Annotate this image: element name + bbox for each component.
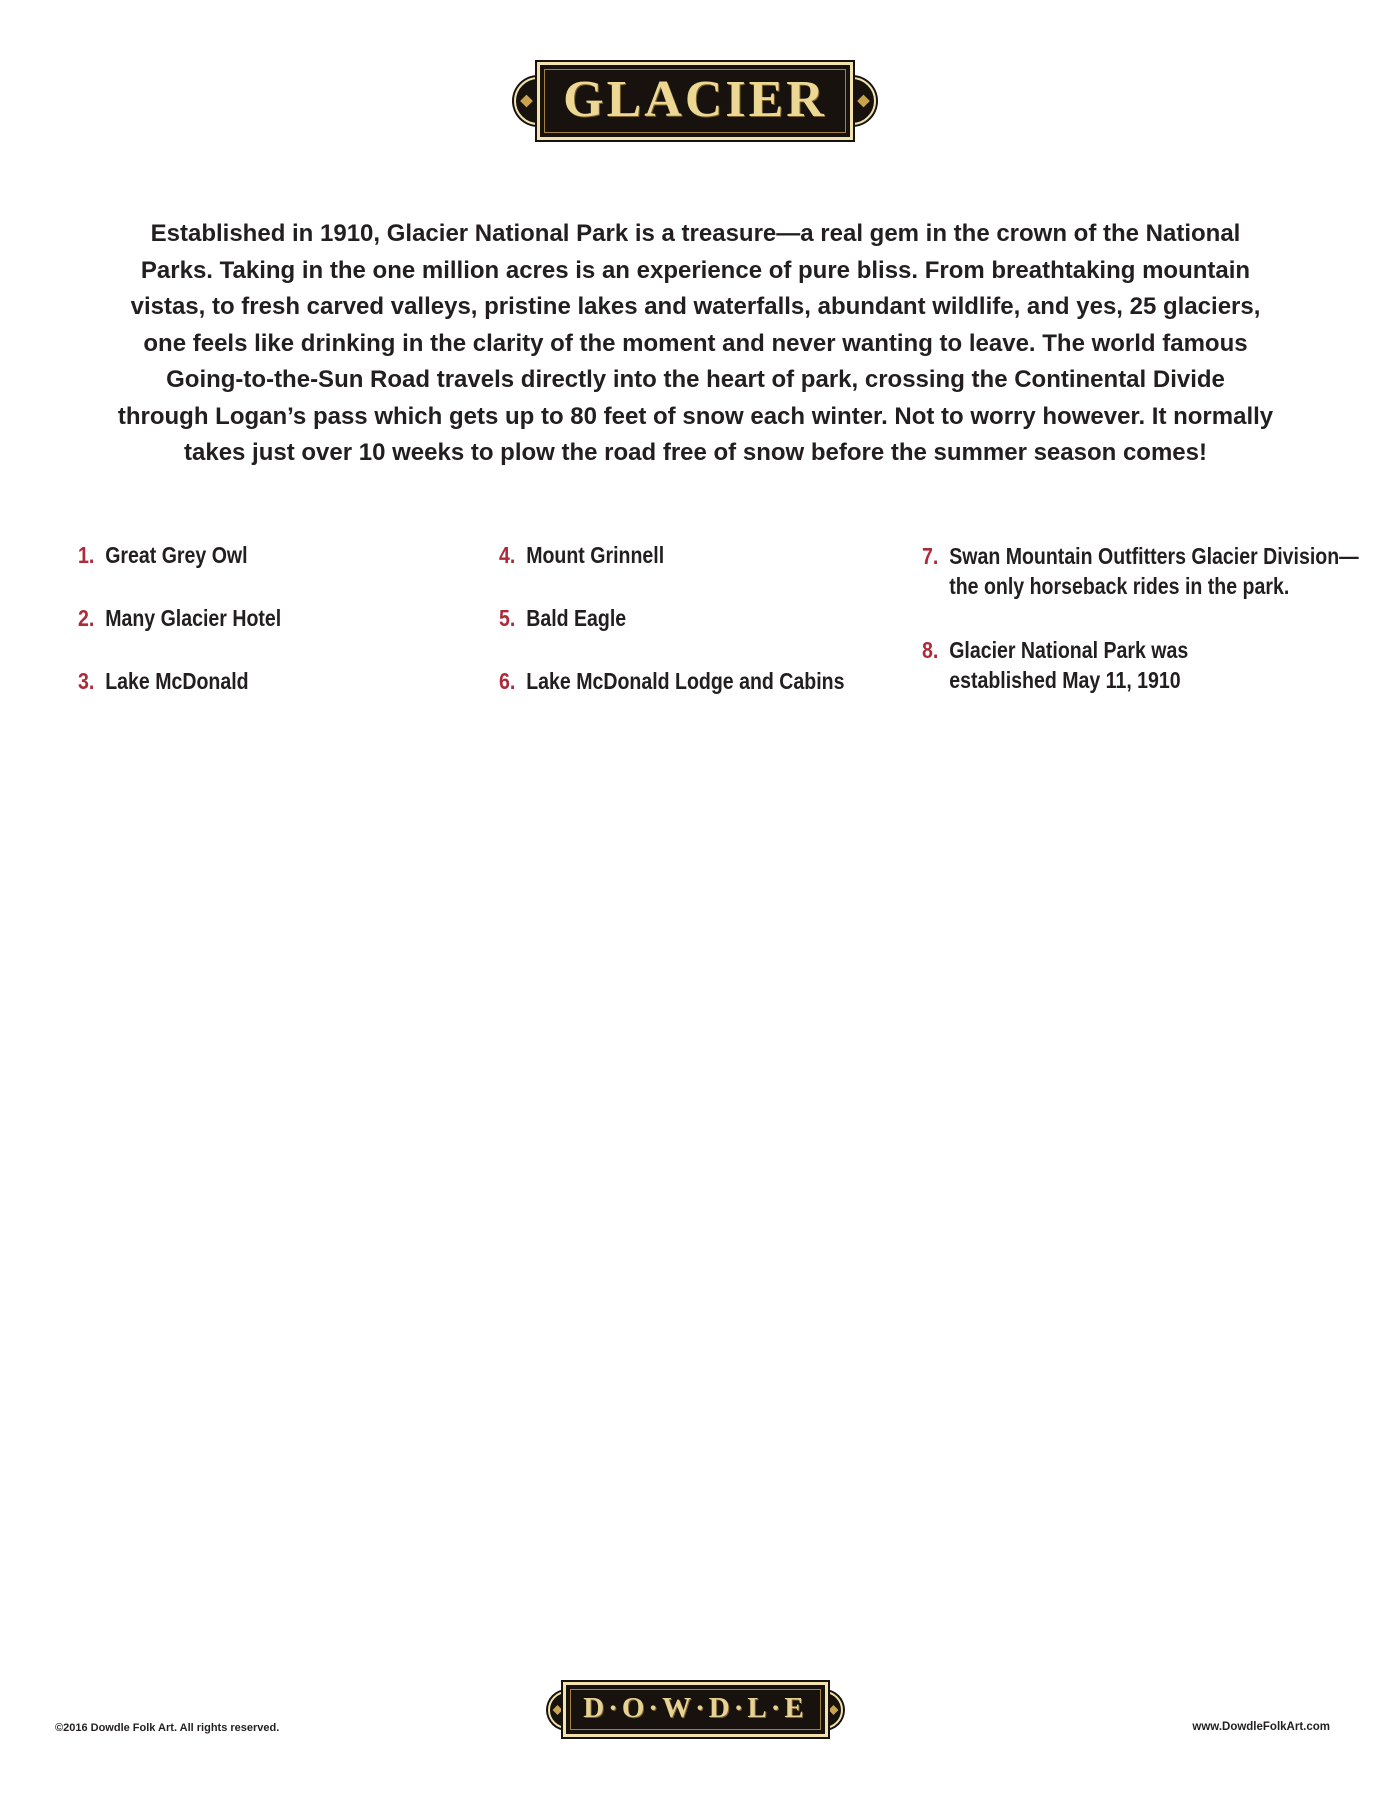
- dowdle-logo-text: D·O·W·D·L·E: [583, 1692, 808, 1724]
- intro-line: one feels like drinking in the clarity of the moment and never wanting to leave. The world famous: [143, 329, 1248, 357]
- intro-line: vistas, to fresh carved valleys, pristine lakes and waterfalls, abundant wildlife, and yes, 25 glaciers,: [130, 293, 1261, 320]
- legend-item-label: [526, 667, 844, 695]
- copyright-text: ©2016 Dowdle Folk Art. All rights reserved.: [55, 1722, 280, 1734]
- ornament-icon: [829, 1705, 839, 1715]
- legend-column-1: [78, 541, 317, 730]
- legend-column-3: [922, 541, 1391, 729]
- legend-item-label: [949, 541, 1359, 601]
- legend-item-label: [105, 667, 248, 695]
- legend-item-number: 1.: [78, 542, 95, 568]
- legend-item-number: 6.: [499, 668, 516, 694]
- intro-line: through Logan’s pass which gets up to 80 feet of snow each winter. Not to worry however. It normally: [117, 402, 1274, 430]
- website-text: www.DowdleFolkArt.com: [1192, 1721, 1330, 1733]
- intro-line: Going-to-the-Sun Road travels directly into the heart of park, crossing the Continental Divide: [166, 366, 1225, 393]
- ornament-icon: [520, 95, 533, 108]
- legend-item-5: [499, 604, 844, 632]
- legend-item-line: Swan Mountain Outfitters Glacier Division—: [949, 543, 1359, 569]
- legend-column-2: [499, 541, 905, 730]
- legend-item-line: Many Glacier Hotel: [105, 605, 282, 631]
- legend-item-3: [78, 667, 281, 695]
- glacier-plaque-body: [537, 62, 853, 140]
- intro-line: takes just over 10 weeks to plow the road free of snow before the summer season comes!: [184, 439, 1207, 466]
- glacier-logo-text: GLACIER: [563, 70, 827, 128]
- dowdle-logo: [563, 1682, 828, 1737]
- legend-item-4: [499, 541, 844, 569]
- dowdle-plaque-body: [563, 1682, 828, 1737]
- legend-item-line: Mount Grinnell: [526, 542, 665, 568]
- legend-item-8: [922, 635, 1359, 695]
- legend-item-number: 3.: [78, 668, 95, 694]
- intro-paragraph: [0, 216, 1391, 472]
- legend-item-1: [78, 541, 281, 569]
- ornament-icon: [553, 1705, 563, 1715]
- legend-item-number: 7.: [922, 543, 939, 569]
- legend-item-line: established May 11, 1910: [949, 667, 1181, 693]
- legend-item-label: [105, 604, 281, 632]
- legend-item-6: [499, 667, 844, 695]
- legend-item-line: the only horseback rides in the park.: [949, 573, 1290, 599]
- legend-item-line: Lake McDonald: [105, 668, 249, 694]
- legend-item-label: [949, 635, 1188, 695]
- intro-line: Parks. Taking in the one million acres is an experience of pure bliss. From breathtaking mountain: [140, 256, 1251, 284]
- legend-item-2: [78, 604, 281, 632]
- ornament-icon: [857, 95, 870, 108]
- legend-item-label: [526, 604, 626, 632]
- legend-item-line: Lake McDonald Lodge and Cabins: [526, 668, 845, 694]
- legend-item-line: Glacier National Park was: [949, 637, 1189, 663]
- legend-item-7: [922, 541, 1359, 601]
- legend-item-number: 8.: [922, 637, 939, 663]
- legend-item-line: Bald Eagle: [526, 605, 627, 631]
- legend-item-label: [526, 541, 664, 569]
- intro-line: Established in 1910, Glacier National Park is a treasure—a real gem in the crown of the National: [150, 220, 1241, 247]
- glacier-logo: [537, 62, 853, 140]
- legend-item-line: Great Grey Owl: [105, 542, 248, 568]
- legend-item-label: [105, 541, 247, 569]
- legend-item-number: 2.: [78, 605, 95, 631]
- legend-item-number: 5.: [499, 605, 516, 631]
- legend-item-number: 4.: [499, 542, 516, 568]
